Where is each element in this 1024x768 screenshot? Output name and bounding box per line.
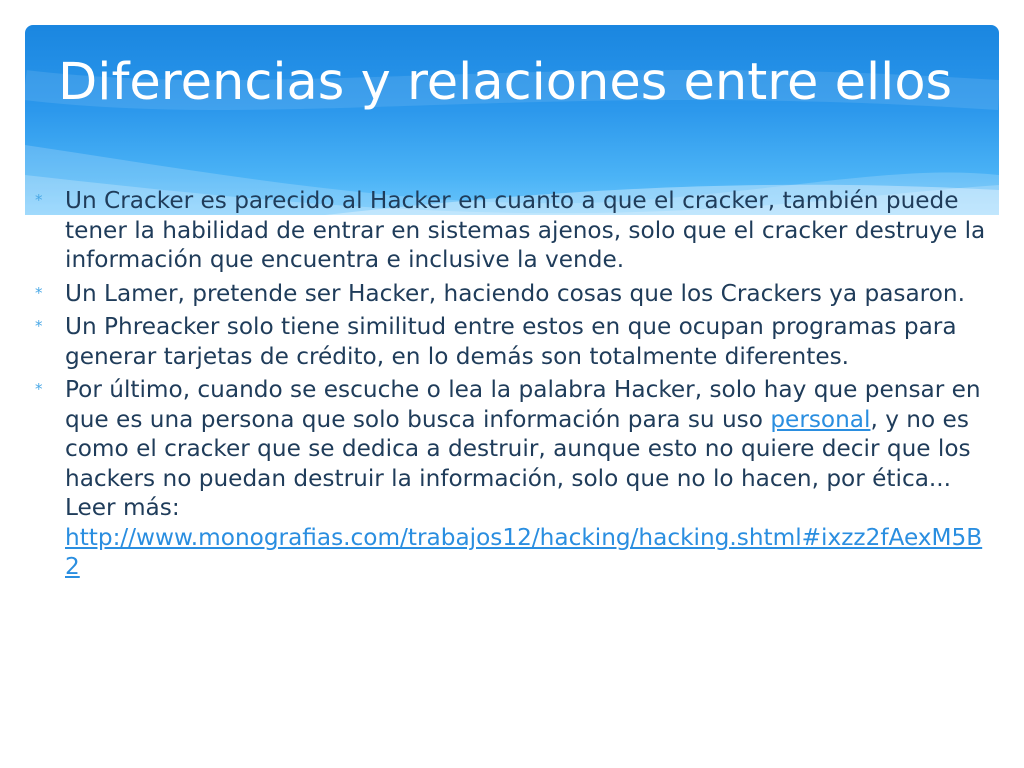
bullet-text-before-link: Por último, cuando se escuche o lea la palabra Hacker, solo hay que pensar en que es una persona que solo busca información para su uso (65, 376, 981, 433)
asterisk-bullet-icon: * (35, 317, 43, 335)
bullet-text: Un Cracker es parecido al Hacker en cuanto a que el cracker, también puede tener la habilidad de entrar en sistemas ajenos, solo que el cracker destruye la información que encuentra e inclusive la vende. (65, 187, 986, 273)
slide-title: Diferencias y relaciones entre ellos (58, 53, 953, 112)
bullet-item-phreacker (35, 312, 990, 371)
bullet-item-cracker (35, 186, 990, 275)
personal-link[interactable]: personal (770, 405, 871, 433)
bullet-item-lamer (35, 279, 990, 309)
bullet-text: Un Lamer, pretende ser Hacker, haciendo cosas que los Crackers ya pasaron. (65, 279, 965, 307)
asterisk-bullet-icon: * (35, 380, 43, 398)
bullet-item-hacker (35, 375, 990, 582)
read-more-link[interactable]: http://www.monografias.com/trabajos12/hacking/hacking.shtml#ixzz2fAexM5B2 (65, 523, 983, 580)
asterisk-bullet-icon: * (35, 283, 43, 302)
bullet-text (65, 375, 990, 582)
bullet-list (35, 186, 990, 586)
bullet-text: Un Phreacker solo tiene similitud entre estos en que ocupan programas para generar tarjetas de crédito, en lo demás son totalmente diferentes. (65, 313, 957, 370)
asterisk-bullet-icon: * (35, 191, 43, 209)
bullet-text-after-link: , y no es como el cracker que se dedica a destruir, aunque esto no quiere decir que los hackers no puedan destruir la información, solo que no lo hacen, por ética... (65, 405, 971, 492)
read-more-label: Leer más: (65, 494, 180, 521)
